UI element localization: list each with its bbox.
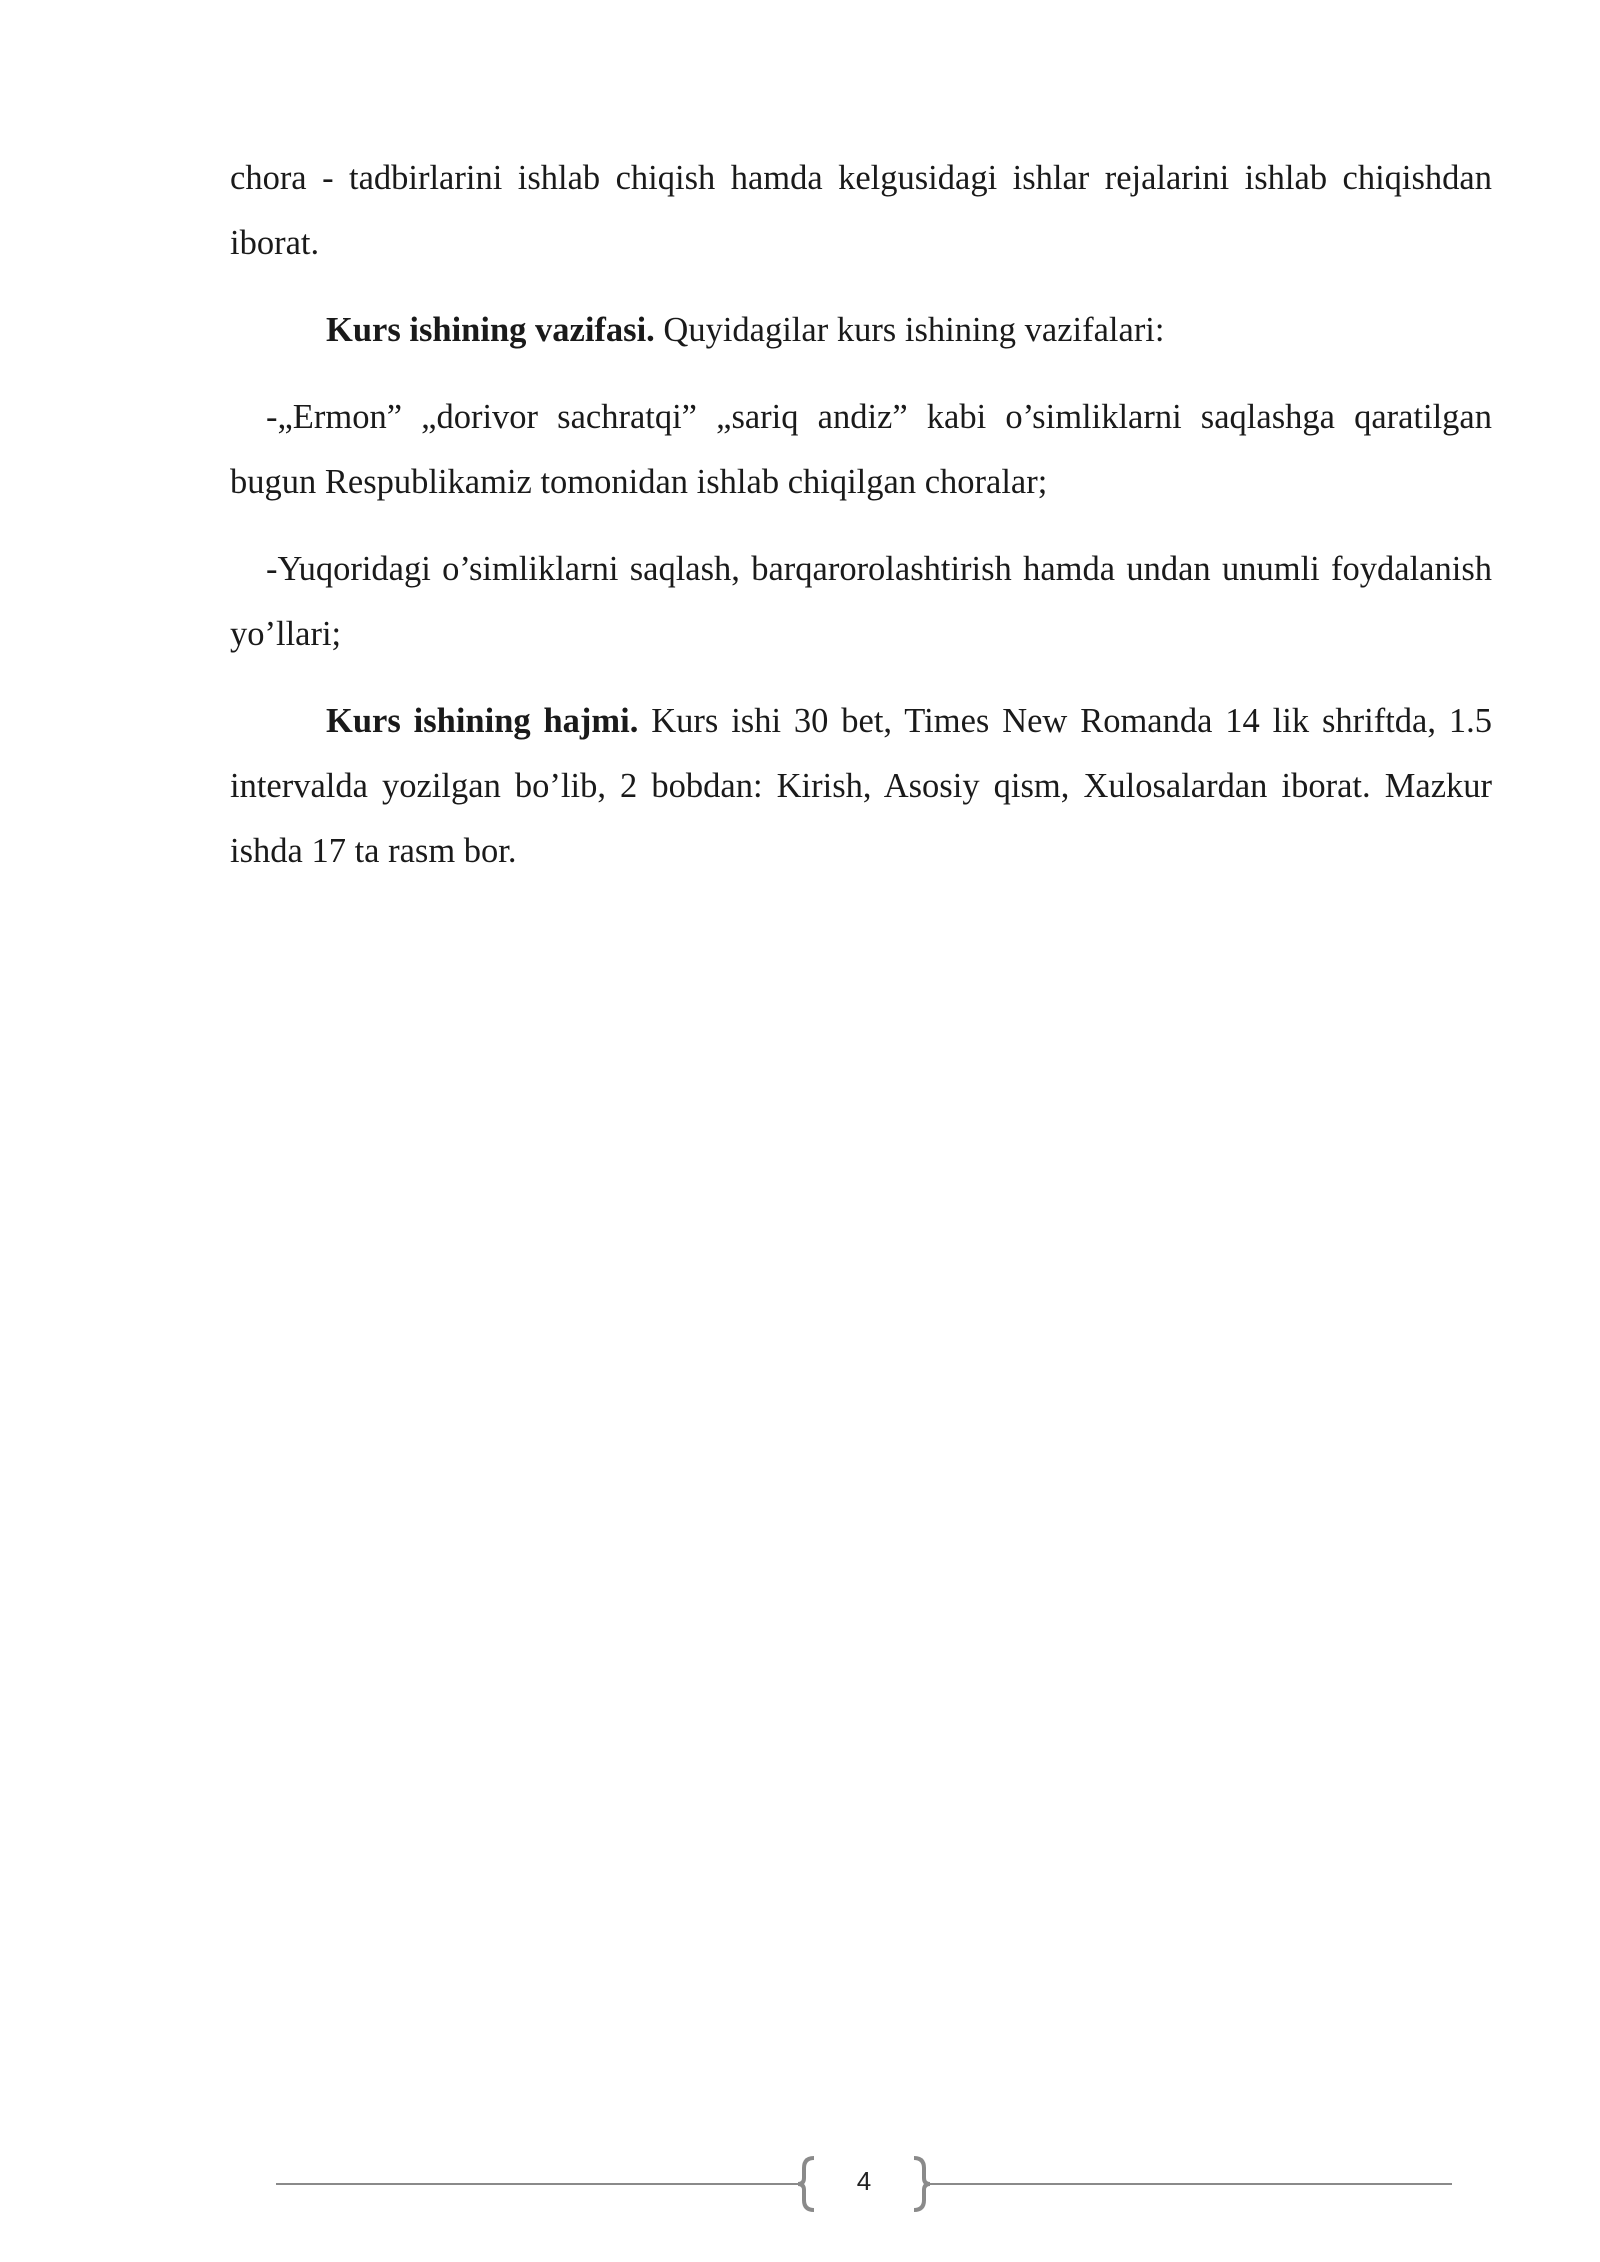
page-number: 4 (856, 2166, 872, 2196)
paragraph-task-heading (230, 298, 1492, 363)
paragraph-continuation (230, 146, 1492, 276)
left-brace-icon (796, 2156, 820, 2212)
paragraph-text: Kurs ishi 30 bet, Times New Romanda 14 lik shriftda, 1.5 intervalda yozilgan bo’lib, 2 bobdan: Kirish, Asosiy qism, Xulosalardan iborat. Mazkur ishda 17 ta rasm bor. (230, 702, 1492, 870)
footer-rule-right (928, 2183, 1452, 2185)
page-footer (276, 2156, 1452, 2212)
paragraph-volume (230, 689, 1492, 884)
paragraph-text: Quyidagilar kurs ishining vazifalari: (654, 311, 1165, 349)
paragraph-text: -„Ermon” „dorivor sachratqi” „sariq andiz” kabi o’simliklarni saqlashga qaratilgan bugun Respublikamiz tomonidan ishlab chiqilgan choralar; (230, 398, 1492, 501)
paragraph-bold-lead: Kurs ishining hajmi. (326, 702, 639, 740)
paragraph-list-item (230, 537, 1492, 667)
paragraph-bold-lead: Kurs ishining vazifasi. (326, 311, 655, 349)
footer-rule-left (276, 2183, 800, 2185)
paragraph-text: -Yuqoridagi o’simliklarni saqlash, barqarorolashtirish hamda undan unumli foydalanish yo’llari; (230, 550, 1492, 653)
paragraph-list-item (230, 385, 1492, 515)
document-body (230, 146, 1492, 884)
paragraph-text: chora - tadbirlarini ishlab chiqish hamda kelgusidagi ishlar rejalarini ishlab chiqishdan iborat. (230, 159, 1492, 262)
